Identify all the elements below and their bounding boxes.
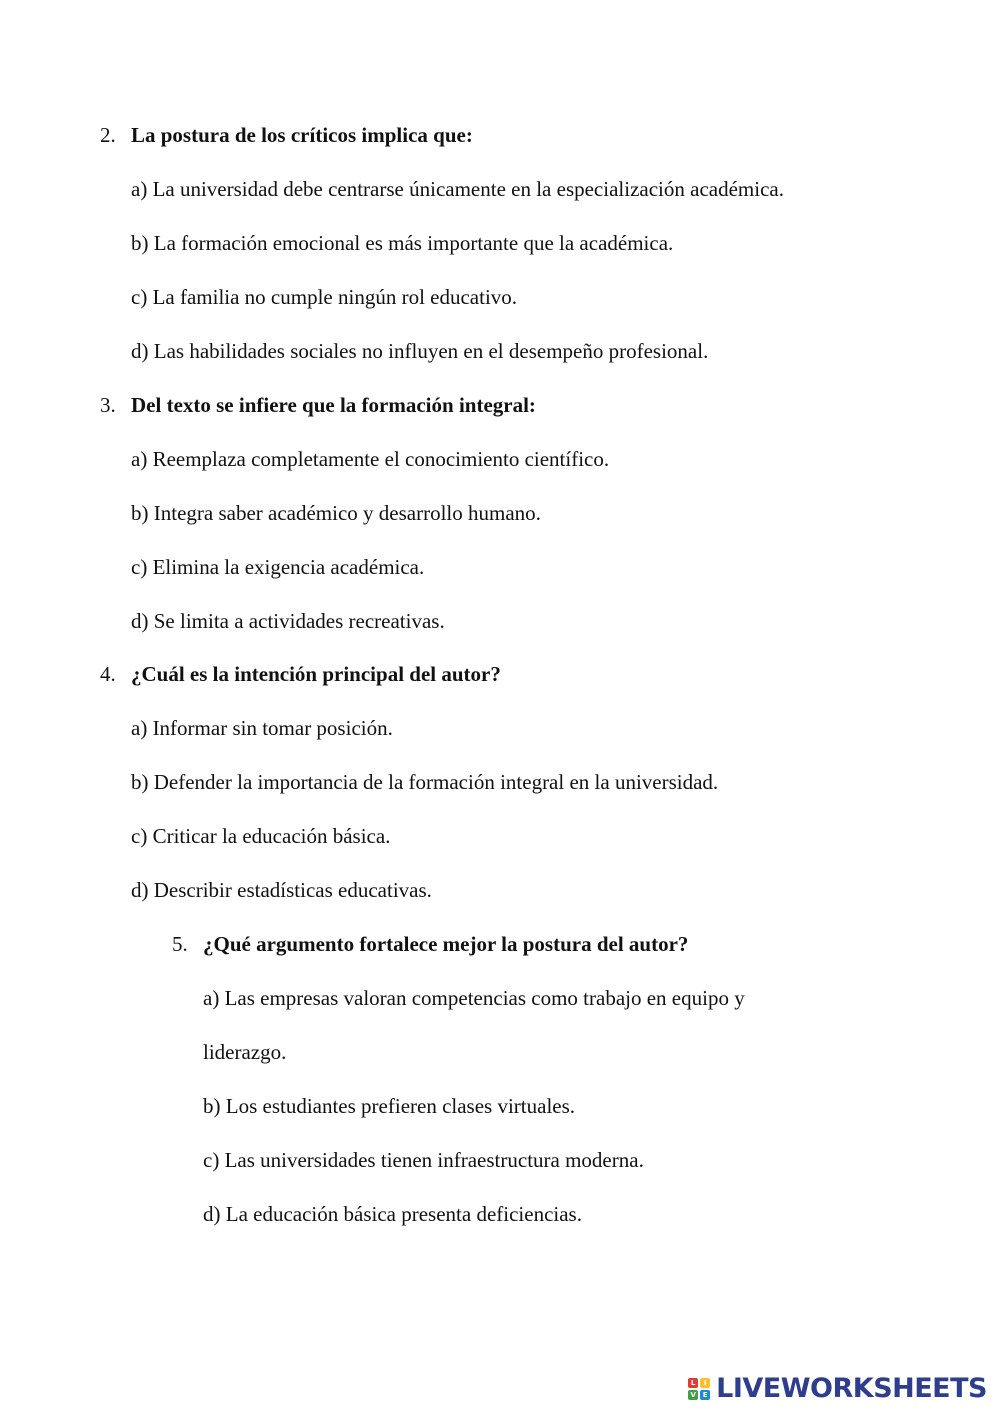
liveworksheets-logo-icon — [688, 1378, 710, 1400]
answer-option[interactable]: a) Informar sin tomar posición. — [131, 716, 393, 740]
answer-option-continuation[interactable]: liderazgo. — [203, 1040, 287, 1064]
answer-option[interactable]: c) La familia no cumple ningún rol educativo. — [131, 285, 518, 309]
answer-option[interactable]: a) La universidad debe centrarse únicamente en la especialización académica. — [131, 177, 784, 201]
question-number: 4. — [100, 662, 116, 686]
logo-tile: E — [700, 1390, 710, 1400]
answer-option[interactable]: c) Las universidades tienen infraestructura moderna. — [203, 1148, 644, 1172]
answer-option[interactable]: a) Las empresas valoran competencias como trabajo en equipo y — [203, 986, 745, 1010]
answer-option[interactable]: b) Integra saber académico y desarrollo humano. — [131, 501, 541, 525]
question-text: ¿Qué argumento fortalece mejor la postura del autor? — [203, 932, 689, 956]
answer-option[interactable]: c) Elimina la exigencia académica. — [131, 555, 425, 579]
answer-option[interactable]: d) Se limita a actividades recreativas. — [131, 609, 445, 633]
brand-name: LIVEWORKSHEETS — [716, 1373, 987, 1404]
answer-option[interactable]: c) Criticar la educación básica. — [131, 824, 391, 848]
answer-option[interactable]: d) La educación básica presenta deficiencias. — [203, 1202, 582, 1226]
logo-tile: V — [688, 1390, 698, 1400]
answer-option[interactable]: b) Defender la importancia de la formación integral en la universidad. — [131, 770, 719, 794]
question-number: 3. — [100, 393, 116, 417]
answer-option[interactable]: d) Describir estadísticas educativas. — [131, 878, 432, 902]
answer-option[interactable]: b) Los estudiantes prefieren clases virtuales. — [203, 1094, 576, 1118]
logo-tile: I — [700, 1378, 710, 1388]
question-text: Del texto se infiere que la formación integral: — [131, 393, 536, 417]
question-number: 2. — [100, 123, 116, 147]
question-number: 5. — [172, 932, 188, 956]
logo-tile: L — [688, 1378, 698, 1388]
liveworksheets-brand — [688, 1374, 987, 1404]
question-text: La postura de los críticos implica que: — [131, 123, 473, 147]
answer-option[interactable]: b) La formación emocional es más importante que la académica. — [131, 231, 674, 255]
question-text: ¿Cuál es la intención principal del autor? — [131, 662, 501, 686]
answer-option[interactable]: a) Reemplaza completamente el conocimiento científico. — [131, 447, 610, 471]
answer-option[interactable]: d) Las habilidades sociales no influyen en el desempeño profesional. — [131, 339, 709, 363]
